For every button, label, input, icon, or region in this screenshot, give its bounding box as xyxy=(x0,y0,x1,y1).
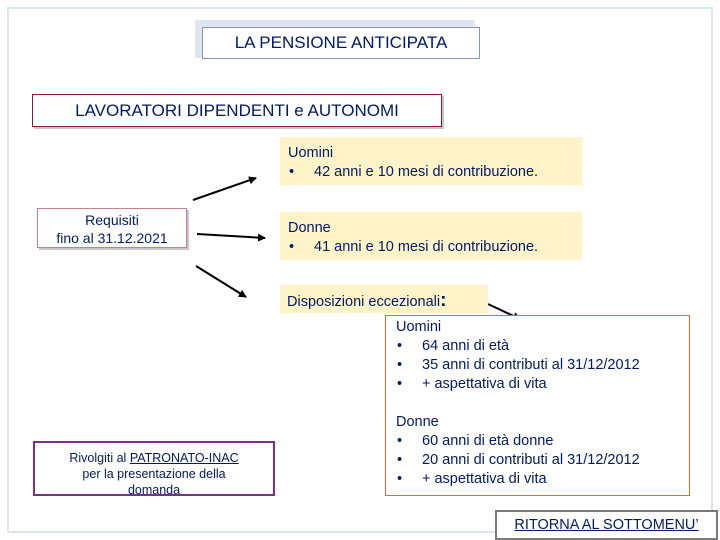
patronato-prefix: Rivolgiti al xyxy=(69,451,130,465)
disposizioni-colon: : xyxy=(440,290,447,311)
uomini-requisiti-box xyxy=(280,137,582,185)
patronato-line3: domanda xyxy=(127,483,181,497)
donne-bullet-text: 41 anni e 10 mesi di contribuzione. xyxy=(314,239,539,255)
list-item xyxy=(396,375,689,394)
arrow-to-donne xyxy=(197,234,265,238)
list-item-text: + aspettativa di vita xyxy=(422,376,547,392)
patronato-box xyxy=(33,441,275,496)
section-subtitle: LAVORATORI DIPENDENTI e AUTONOMI xyxy=(32,94,442,127)
disposizioni-label: Disposizioni eccezionali xyxy=(287,294,441,310)
donne-heading: Donne xyxy=(288,220,331,236)
page-title: LA PENSIONE ANTICIPATA xyxy=(202,27,480,59)
disposizioni-box xyxy=(280,285,488,313)
bullet: • xyxy=(397,452,403,468)
eccezionali-donne xyxy=(396,413,689,489)
arrow-to-disposizioni xyxy=(196,266,246,297)
back-to-submenu-button[interactable]: RITORNA AL SOTTOMENU’ xyxy=(495,510,718,540)
bullet: • xyxy=(397,376,403,392)
list-item-text: 35 anni di contributi al 31/12/2012 xyxy=(422,357,640,373)
eccezionali-box xyxy=(385,315,690,496)
arrow-to-uomini xyxy=(193,178,256,200)
list-item-text: 64 anni di età xyxy=(422,338,510,354)
list-item xyxy=(396,337,689,356)
patronato-link[interactable]: PATRONATO-INAC xyxy=(129,451,239,465)
eccezionali-uomini xyxy=(396,318,689,394)
bullet: • xyxy=(289,239,295,255)
list-item xyxy=(396,470,689,489)
uomini-bullet-text: 42 anni e 10 mesi di contribuzione. xyxy=(314,164,539,180)
bullet: • xyxy=(397,338,403,354)
requisiti-line2: fino al 31.12.2021 xyxy=(56,230,168,246)
eccezionali-uomini-heading: Uomini xyxy=(396,319,442,335)
uomini-heading: Uomini xyxy=(288,145,334,161)
list-item-text: 20 anni di contributi al 31/12/2012 xyxy=(422,452,640,468)
bullet: • xyxy=(289,164,295,180)
list-item xyxy=(396,451,689,470)
list-item-text: 60 anni di età donne xyxy=(422,433,554,449)
list-item xyxy=(396,356,689,375)
bullet: • xyxy=(397,433,403,449)
eccezionali-donne-heading: Donne xyxy=(396,414,439,430)
bullet: • xyxy=(397,357,403,373)
list-item xyxy=(396,432,689,451)
requisiti-line1: Requisiti xyxy=(85,212,139,228)
patronato-line2: per la presentazione della xyxy=(82,467,226,481)
list-item-text: + aspettativa di vita xyxy=(422,471,547,487)
donne-requisiti-box xyxy=(280,212,582,260)
bullet: • xyxy=(397,471,403,487)
